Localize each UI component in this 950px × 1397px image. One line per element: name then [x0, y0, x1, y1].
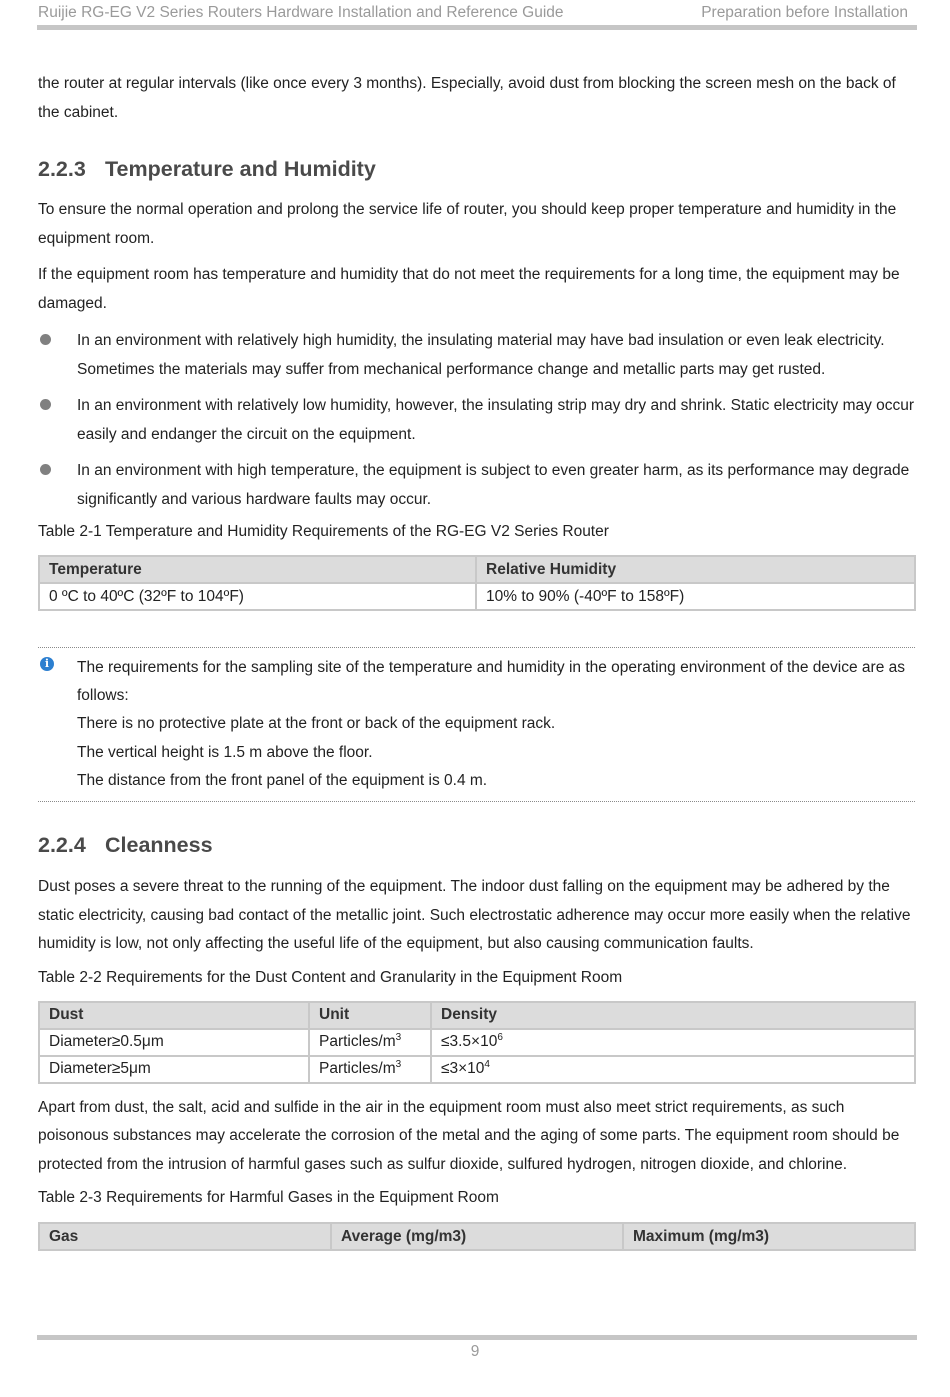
- list-item: [38, 391, 918, 449]
- note-line: The vertical height is 1.5 m above the floor.: [77, 743, 373, 761]
- table-caption-2-2: Table 2-2 Requirements for the Dust Content and Granularity in the Equipment Room: [38, 968, 623, 986]
- humidity-bullet-list: [38, 326, 918, 514]
- table-row: [39, 583, 915, 610]
- bullet-text: In an environment with relatively high humidity, the insulating material may have bad insulation or even leak electricity. Sometimes the materials may suffer from mechanical performance change and metallic parts may get rusted.: [77, 332, 885, 378]
- column-header: Dust: [39, 1002, 309, 1029]
- bullet-dot-icon: [40, 399, 51, 410]
- density-exponent: 4: [484, 1059, 490, 1071]
- section-title: Cleanness: [105, 833, 213, 858]
- table-cell: [431, 1056, 915, 1083]
- temp-paragraph-2: If the equipment room has temperature and humidity that do not meet the requirements for a long time, the equipment may be damaged.: [38, 266, 900, 312]
- cleanness-paragraph: Dust poses a severe threat to the running of the equipment. The indoor dust falling on the equipment may be adhered by the static electricity, causing bad contact of the metallic joint. Such electrostatic adherence may occur more easily when the relative humidity is low, not only affecting the useful life of the equipment, but also causing communication faults.: [38, 878, 911, 953]
- density-exponent: 6: [497, 1032, 503, 1044]
- table-caption-2-1: Table 2-1 Temperature and Humidity Requirements of the RG-EG V2 Series Router: [38, 523, 609, 540]
- harmful-gas-paragraph: Apart from dust, the salt, acid and sulfide in the air in the equipment room must also meet strict requirements, as such poisonous substances may accelerate the corrosion of the metal and the aging of some parts. The equipment room should be protected from the intrusion of harmful gases such as sulfur dioxide, sulfured hydrogen, nitrogen dioxide, and chlorine.: [38, 1098, 900, 1173]
- page-number: 9: [470, 1343, 480, 1360]
- column-header: Temperature: [39, 556, 476, 583]
- header-doc-title: Ruijie RG-EG V2 Series Routers Hardware Installation and Reference Guide: [38, 4, 564, 21]
- page-content: [38, 70, 918, 1251]
- table-caption-2-3: Table 2-3 Requirements for Harmful Gases in the Equipment Room: [38, 1189, 499, 1207]
- column-header: Maximum (mg/m3): [623, 1223, 915, 1250]
- unit-text: Particles/m: [319, 1060, 396, 1078]
- note-line: The requirements for the sampling site of the temperature and humidity in the operating environment of the device are as follows:: [77, 659, 905, 705]
- bullet-text: In an environment with relatively low humidity, however, the insulating strip may dry and shrink. Static electricity may occur easily and endanger the circuit on the equipment.: [77, 397, 915, 443]
- table-header-row: [39, 556, 915, 583]
- header-chapter-title: Preparation before Installation: [701, 4, 908, 21]
- footer-divider: [37, 1335, 917, 1340]
- table-cell: [309, 1056, 431, 1083]
- bullet-dot-icon: [40, 464, 51, 475]
- page-header: [38, 4, 914, 24]
- table-row: [39, 1056, 915, 1083]
- density-text: ≤3×10: [441, 1060, 485, 1078]
- info-note: [38, 647, 915, 802]
- header-divider: [37, 25, 917, 30]
- list-item: [38, 456, 918, 514]
- note-line: There is no protective plate at the front or back of the equipment rack.: [77, 715, 556, 733]
- section-title: Temperature and Humidity: [105, 157, 376, 181]
- table-header-row: [39, 1002, 915, 1029]
- table-cell: 0 ºC to 40ºC (32ºF to 104ºF): [39, 583, 476, 610]
- unit-exponent: 3: [395, 1032, 402, 1044]
- unit-exponent: 3: [395, 1059, 402, 1071]
- section-heading-223: [38, 154, 918, 184]
- table-cell: [431, 1029, 915, 1056]
- bullet-dot-icon: [40, 334, 51, 345]
- info-icon: i: [40, 657, 54, 671]
- intro-paragraph: the router at regular intervals (like once every 3 months). Especially, avoid dust from blocking the screen mesh on the back of the cabinet.: [38, 75, 896, 121]
- bullet-text: In an environment with high temperature, the equipment is subject to even greater harm, as its performance may degrade significantly and various hardware faults may occur.: [77, 462, 910, 508]
- list-item: [38, 326, 918, 384]
- section-number: 2.2.4: [38, 833, 86, 858]
- section-heading-224: [38, 830, 918, 860]
- table-row: [39, 1029, 915, 1056]
- temperature-humidity-table: [38, 555, 916, 611]
- column-header: Gas: [39, 1223, 331, 1250]
- column-header: Unit: [309, 1002, 431, 1029]
- column-header: Average (mg/m3): [331, 1223, 623, 1250]
- table-cell: [309, 1029, 431, 1056]
- density-text: ≤3.5×10: [441, 1033, 498, 1051]
- table-cell: Diameter≥5μm: [39, 1056, 309, 1083]
- table-cell: Diameter≥0.5μm: [39, 1029, 309, 1056]
- table-header-row: [39, 1223, 915, 1250]
- section-number: 2.2.3: [38, 157, 86, 181]
- harmful-gas-table: [38, 1222, 916, 1251]
- dust-requirements-table: [38, 1001, 916, 1084]
- temp-paragraph-1: To ensure the normal operation and prolong the service life of router, you should keep proper temperature and humidity in the equipment room.: [38, 201, 897, 247]
- column-header: Relative Humidity: [476, 556, 915, 583]
- note-line: The distance from the front panel of the equipment is 0.4 m.: [77, 771, 488, 789]
- unit-text: Particles/m: [319, 1033, 396, 1051]
- table-cell: 10% to 90% (-40ºF to 158ºF): [476, 583, 915, 610]
- column-header: Density: [431, 1002, 915, 1029]
